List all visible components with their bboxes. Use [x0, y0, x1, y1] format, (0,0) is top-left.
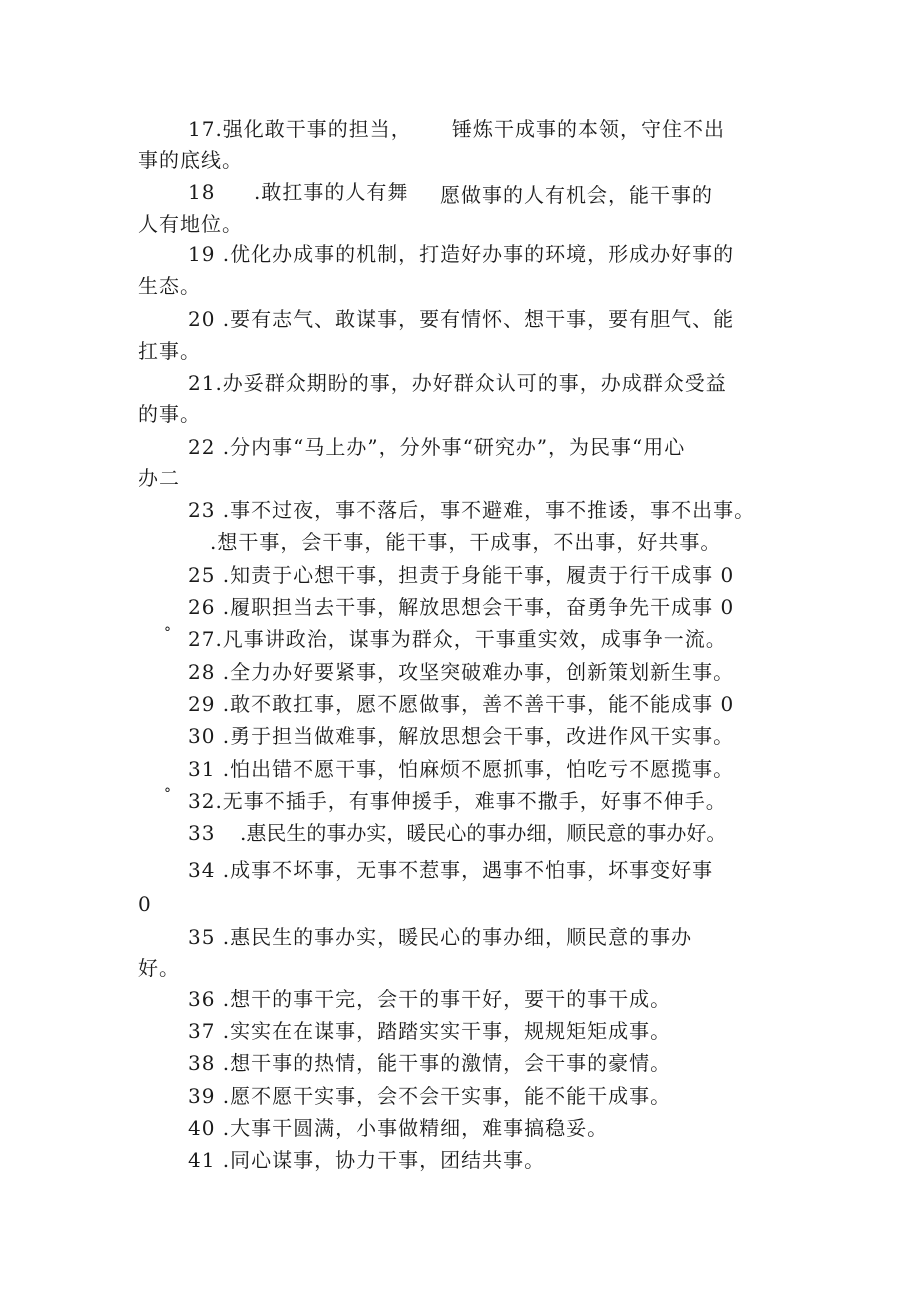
item-27: 27.凡事讲政治，谋事为群众，干事重实效，成事争一流。	[188, 627, 727, 651]
item-17-line-1b: 锤炼干成事的本领，守住不出	[452, 117, 725, 141]
item-18-number: 18	[188, 180, 216, 204]
item-19-line-2: 生态。	[138, 274, 201, 298]
item-38: 38 .想干事的热情，能干事的激情，会干事的豪情。	[188, 1051, 672, 1075]
item-17-line-1a: 17.强化敢干事的担当，	[188, 117, 412, 141]
item-34-line-2: 0	[138, 892, 152, 916]
item-28: 28 .全力办好要紧事，攻坚突破难办事，创新策划新生事。	[188, 660, 735, 684]
item-39: 39 .愿不愿干实事，会不会干实事，能不能干成事。	[188, 1084, 672, 1108]
item-33-number: 33	[188, 821, 216, 845]
item-35-line-2: 好。	[138, 956, 180, 980]
item-18-line-1b: 愿做事的人有机会，能干事的	[440, 183, 713, 207]
item-32-mark: °	[164, 786, 171, 802]
item-18-line-2: 人有地位。	[138, 212, 243, 236]
item-36: 36 .想干的事干完，会干的事干好，要干的事干成。	[188, 987, 672, 1011]
item-19-line-1: 19 .优化办成事的机制，打造好办事的环境，形成办好事的	[188, 242, 735, 266]
item-23: 23 .事不过夜，事不落后，事不避难，事不推诿，事不出事。	[188, 498, 756, 522]
item-40: 40 .大事干圆满，小事做精细，难事搞稳妥。	[188, 1116, 609, 1140]
item-30: 30 .勇于担当做难事，解放思想会干事，改进作风干实事。	[188, 724, 735, 748]
item-22-line-2: 办二	[138, 466, 180, 490]
item-24: .想干事，会干事，能干事，干成事，不出事，好共事。	[210, 530, 722, 554]
item-41: 41 .同心谋事，协力干事，团结共事。	[188, 1148, 546, 1172]
item-35-line-1: 35 .惠民生的事办实，暖民心的事办细，顺民意的事办	[188, 925, 693, 949]
item-31: 31 .怕出错不愿干事，怕麻烦不愿抓事，怕吃亏不愿揽事。	[188, 757, 735, 781]
item-20-line-1: 20 .要有志气、敢谋事，要有情怀、想干事，要有胆气、能	[188, 307, 735, 331]
item-21-line-2: 的事。	[138, 402, 201, 426]
item-27-mark: °	[164, 625, 171, 641]
item-18-line-1a: .敢扛事的人有舞	[254, 180, 409, 204]
item-33: .惠民生的事办实，暖民心的事办细，顺民意的事办好。	[240, 821, 727, 845]
item-29: 29 .敢不敢扛事，愿不愿做事，善不善干事，能不能成事 0	[188, 692, 735, 716]
item-22-line-1: 22 .分内事“马上办”，分外事“研究办”，为民事“用心	[188, 435, 686, 459]
item-20-line-2: 扛事。	[138, 339, 201, 363]
item-21-line-1: 21.办妥群众期盼的事，办好群众认可的事，办成群众受益	[188, 371, 727, 395]
item-34-line-1: 34 .成事不坏事，无事不惹事，遇事不怕事，坏事变好事	[188, 858, 714, 882]
item-25: 25 .知责于心想干事，担责于身能干事，履责于行干成事 0	[188, 563, 735, 587]
item-37: 37 .实实在在谋事，踏踏实实干事，规规矩矩成事。	[188, 1019, 672, 1043]
item-17-line-2: 事的底线。	[138, 148, 243, 172]
item-26: 26 .履职担当去干事，解放思想会干事，奋勇争先干成事 0	[188, 595, 735, 619]
item-32: 32.无事不插手，有事伸援手，难事不撒手，好事不伸手。	[188, 789, 727, 813]
